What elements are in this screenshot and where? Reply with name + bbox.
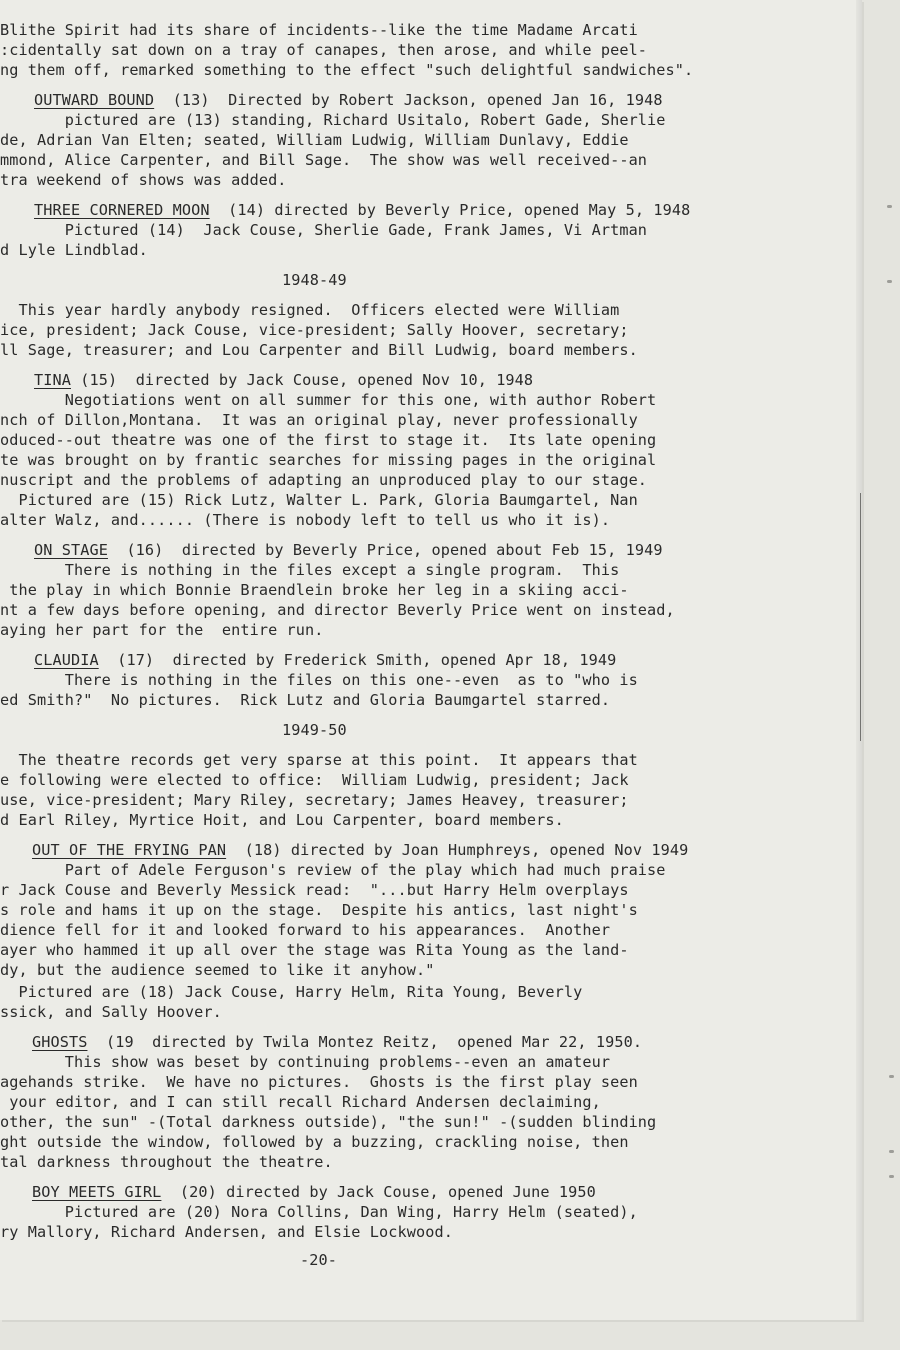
play-heading <box>32 1182 596 1202</box>
binding-hole-mark <box>889 1175 894 1178</box>
play-title: GHOSTS <box>32 1033 88 1051</box>
text-line: agehands strike. We have no pictures. Ghosts is the first play seen <box>0 1073 638 1091</box>
text-line: :cidentally sat down on a tray of canapes, then arose, and while peel- <box>0 41 648 59</box>
text-line: Blithe Spirit had its share of incidents--like the time Madame Arcati <box>0 21 638 39</box>
play-details: (14) directed by Beverly Price, opened May 5, 1948 <box>209 201 691 219</box>
text-line: aying her part for the entire run. <box>0 621 324 639</box>
play-title: TINA <box>34 371 71 389</box>
play-heading <box>34 370 533 390</box>
text-line: s role and hams it up on the stage. Despite his antics, last night's <box>0 901 638 919</box>
text-line: ice, president; Jack Couse, vice-president; Sally Hoover, secretary; <box>0 321 629 339</box>
play-title: BOY MEETS GIRL <box>32 1183 162 1201</box>
text-line: nt a few days before opening, and director Beverly Price went on instead, <box>0 601 675 619</box>
play-details: (20) directed by Jack Couse, opened June 1950 <box>161 1183 596 1201</box>
text-line: te was brought on by frantic searches for missing pages in the original <box>0 451 657 469</box>
text-line: The theatre records get very sparse at this point. It appears that <box>0 751 638 769</box>
play-heading <box>34 540 663 560</box>
text-line: alter Walz, and...... (There is nobody left to tell us who it is). <box>0 511 611 529</box>
text-line: tra weekend of shows was added. <box>0 171 287 189</box>
play-title: ON STAGE <box>34 541 108 559</box>
text-line: This show was beset by continuing problems--even an amateur <box>0 1053 611 1071</box>
text-line: ll Sage, treasurer; and Lou Carpenter and Bill Ludwig, board members. <box>0 341 638 359</box>
play-title: THREE CORNERED MOON <box>34 201 210 219</box>
play-details: (15) directed by Jack Couse, opened Nov 10, 1948 <box>70 371 534 389</box>
play-details: (17) directed by Frederick Smith, opened Apr 18, 1949 <box>98 651 617 669</box>
text-line: ayer who hammed it up all over the stage was Rita Young as the land- <box>0 941 629 959</box>
text-line: d Lyle Lindblad. <box>0 241 148 259</box>
text-line: d Earl Riley, Myrtice Hoit, and Lou Carpenter, board members. <box>0 811 564 829</box>
text-line: de, Adrian Van Elten; seated, William Ludwig, William Dunlavy, Eddie <box>0 131 629 149</box>
text-line: dy, but the audience seemed to like it anyhow." <box>0 961 435 979</box>
binding-hole-mark <box>889 1075 894 1078</box>
text-line: ng them off, remarked something to the effect "such delightful sandwiches". <box>0 61 694 79</box>
text-line: There is nothing in the files except a single program. This <box>0 561 620 579</box>
binding-hole-mark <box>887 205 892 208</box>
text-line: pictured are (13) standing, Richard Usitalo, Robert Gade, Sherlie <box>0 111 666 129</box>
page-number: -20- <box>300 1251 337 1269</box>
text-line: Negotiations went on all summer for this one, with author Robert <box>0 391 657 409</box>
text-line: There is nothing in the files on this one--even as to "who is <box>0 671 638 689</box>
play-heading <box>34 90 663 110</box>
play-details: (16) directed by Beverly Price, opened about Feb 15, 1949 <box>107 541 663 559</box>
text-line: Pictured are (15) Rick Lutz, Walter L. Park, Gloria Baumgartel, Nan <box>0 491 638 509</box>
season-heading: 1949-50 <box>282 721 347 739</box>
binding-hole-mark <box>889 1150 894 1153</box>
text-line: Part of Adele Ferguson's review of the play which had much praise <box>0 861 666 879</box>
play-title: OUTWARD BOUND <box>34 91 155 109</box>
play-details: (19 directed by Twila Montez Reitz, opened Mar 22, 1950. <box>87 1033 643 1051</box>
play-title: CLAUDIA <box>34 651 99 669</box>
play-heading <box>32 1032 642 1052</box>
text-line: e following were elected to office: William Ludwig, president; Jack <box>0 771 629 789</box>
text-line: ssick, and Sally Hoover. <box>0 1003 222 1021</box>
text-line: nch of Dillon,Montana. It was an original play, never professionally <box>0 411 638 429</box>
text-line: oduced--out theatre was one of the first to stage it. Its late opening <box>0 431 657 449</box>
text-line: r Jack Couse and Beverly Messick read: "...but Harry Helm overplays <box>0 881 629 899</box>
text-line: other, the sun" -(Total darkness outside), "the sun!" -(sudden blinding <box>0 1113 657 1131</box>
text-line: Pictured are (20) Nora Collins, Dan Wing, Harry Helm (seated), <box>0 1203 638 1221</box>
play-title: OUT OF THE FRYING PAN <box>32 841 227 859</box>
binding-hole-mark <box>887 280 892 283</box>
text-line: mmond, Alice Carpenter, and Bill Sage. The show was well received--an <box>0 151 648 169</box>
text-line: dience fell for it and looked forward to his appearances. Another <box>0 921 611 939</box>
text-line: ght outside the window, followed by a buzzing, crackling noise, then <box>0 1133 629 1151</box>
play-details: (18) directed by Joan Humphreys, opened Nov 1949 <box>226 841 689 859</box>
play-heading <box>34 200 690 220</box>
text-line: your editor, and I can still recall Richard Andersen declaiming, <box>0 1093 601 1111</box>
text-line: the play in which Bonnie Braendlein broke her leg in a skiing acci- <box>0 581 629 599</box>
text-line: ed Smith?" No pictures. Rick Lutz and Gloria Baumgartel starred. <box>0 691 611 709</box>
text-line: use, vice-president; Mary Riley, secretary; James Heavey, treasurer; <box>0 791 629 809</box>
play-heading <box>32 840 688 860</box>
text-line: ry Mallory, Richard Andersen, and Elsie Lockwood. <box>0 1223 453 1241</box>
text-line: nuscript and the problems of adapting an unproduced play to our stage. <box>0 471 648 489</box>
text-line: tal darkness throughout the theatre. <box>0 1153 333 1171</box>
season-heading: 1948-49 <box>282 271 347 289</box>
play-heading <box>34 650 616 670</box>
text-line: Pictured are (18) Jack Couse, Harry Helm, Rita Young, Beverly <box>0 983 583 1001</box>
margin-rule <box>860 493 861 741</box>
text-line: This year hardly anybody resigned. Officers elected were William <box>0 301 620 319</box>
text-line: Pictured (14) Jack Couse, Sherlie Gade, Frank James, Vi Artman <box>0 221 648 239</box>
play-details: (13) Directed by Robert Jackson, opened Jan 16, 1948 <box>154 91 663 109</box>
